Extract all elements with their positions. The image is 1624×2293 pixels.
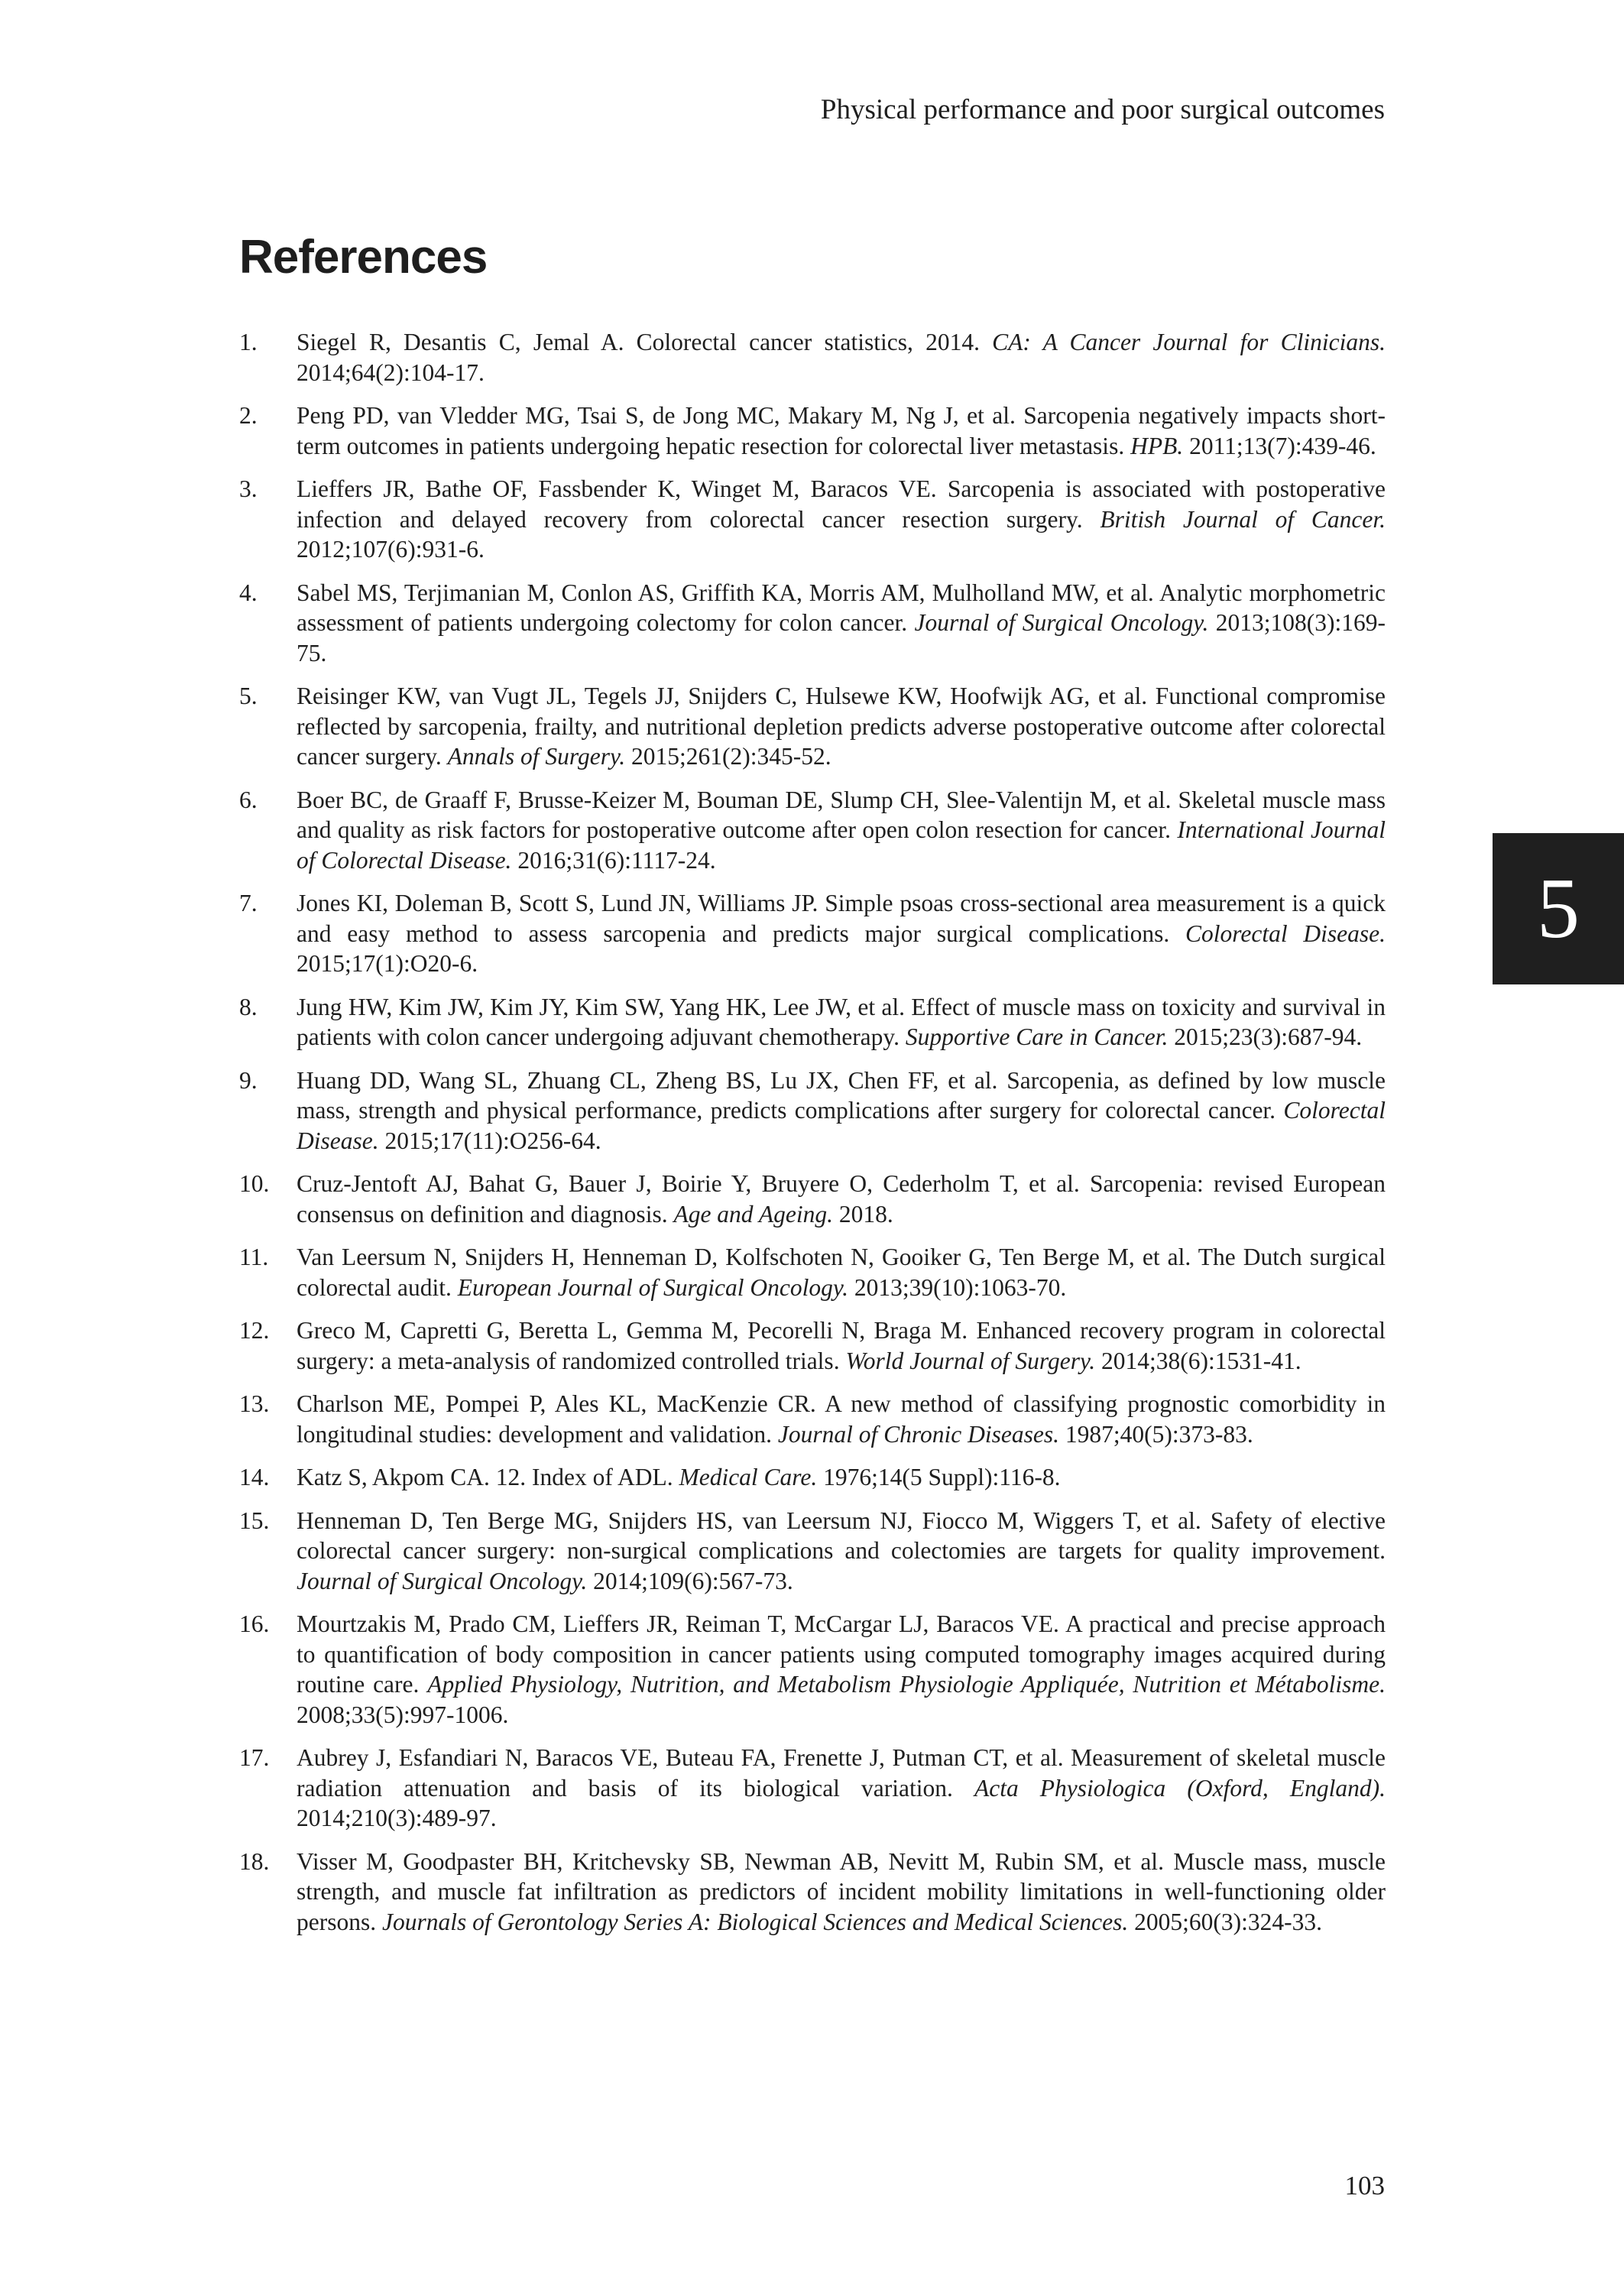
- reference-text: Reisinger KW, van Vugt JL, Tegels JJ, Snijders C, Hulsewe KW, Hoofwijk AG, et al. Functional compromise reflected by sarcopenia, frailty, and nutritional depletion predicts adverse postoperative outcome after colorectal cancer surgery.: [297, 683, 1386, 770]
- reference-citation: 2005;60(3):324-33.: [1128, 1908, 1322, 1935]
- reference-number: 17.: [239, 1744, 270, 1771]
- reference-journal: Journals of Gerontology Series A: Biological Sciences and Medical Sciences.: [382, 1908, 1129, 1935]
- reference-number: 18.: [239, 1847, 270, 1875]
- reference-text: Huang DD, Wang SL, Zhuang CL, Zheng BS, Lu JX, Chen FF, et al. Sarcopenia, as defined by low muscle mass, strength and physical performance, predicts complications after surgery for colorectal cancer.: [297, 1066, 1386, 1124]
- reference-text: Henneman D, Ten Berge MG, Snijders HS, van Leersum NJ, Fiocco M, Wiggers T, et al. Safety of elective colorectal cancer surgery: non-surgical complications and colectomies are targets for quality improvement.: [297, 1507, 1386, 1564]
- reference-text: Jung HW, Kim JW, Kim JY, Kim SW, Yang HK, Lee JW, et al. Effect of muscle mass on toxicity and survival in patients with colon cancer undergoing adjuvant chemotherapy.: [297, 993, 1386, 1050]
- reference-item: [239, 785, 1386, 876]
- reference-number: 8.: [239, 993, 258, 1020]
- reference-journal: World Journal of Surgery.: [845, 1347, 1096, 1374]
- reference-journal: Journal of Surgical Oncology.: [297, 1567, 588, 1594]
- reference-item: [239, 888, 1386, 979]
- running-header: Physical performance and poor surgical outcomes: [820, 94, 1385, 125]
- page-number: 103: [1344, 2171, 1385, 2201]
- reference-citation: 2013;108(3):169-75.: [297, 609, 1386, 666]
- reference-text: Aubrey J, Esfandiari N, Baracos VE, Buteau FA, Frenette J, Putman CT, et al. Measurement of skeletal muscle radiation attenuation and basis of its biological variation.: [297, 1744, 1386, 1802]
- reference-citation: 2015;261(2):345-52.: [625, 743, 831, 770]
- reference-item: [239, 401, 1386, 461]
- reference-item: [239, 1462, 1386, 1493]
- reference-number: 16.: [239, 1610, 270, 1637]
- reference-text: Mourtzakis M, Prado CM, Lieffers JR, Reiman T, McCargar LJ, Baracos VE. A practical and precise approach to quantification of body composition in cancer patients using computed tomography images acquired during routine care.: [297, 1610, 1386, 1698]
- reference-number: 10.: [239, 1170, 270, 1197]
- reference-item: [239, 992, 1386, 1052]
- reference-text: Charlson ME, Pompei P, Ales KL, MacKenzie CR. A new method of classifying prognostic comorbidity in longitudinal studies: development and validation.: [297, 1390, 1386, 1448]
- reference-item: [239, 1065, 1386, 1156]
- reference-text: Jones KI, Doleman B, Scott S, Lund JN, Williams JP. Simple psoas cross-sectional area measurement is a quick and easy method to assess sarcopenia and predicts major surgical complications.: [297, 890, 1386, 947]
- reference-text: Greco M, Capretti G, Beretta L, Gemma M, Pecorelli N, Braga M. Enhanced recovery program in colorectal surgery: a meta-analysis of randomized controlled trials.: [297, 1317, 1386, 1374]
- reference-journal: European Journal of Surgical Oncology.: [457, 1273, 849, 1301]
- reference-item: [239, 578, 1386, 669]
- reference-citation: 2016;31(6):1117-24.: [511, 846, 716, 874]
- reference-citation: 2018.: [832, 1200, 893, 1228]
- reference-journal: Age and Ageing.: [673, 1200, 833, 1228]
- reference-text: Cruz-Jentoft AJ, Bahat G, Bauer J, Boirie Y, Bruyere O, Cederholm T, et al. Sarcopenia: revised European consensus on definition and diagnosis.: [297, 1170, 1386, 1228]
- reference-item: [239, 1506, 1386, 1597]
- reference-citation: 2008;33(5):997-1006.: [297, 1701, 509, 1728]
- reference-text: Lieffers JR, Bathe OF, Fassbender K, Winget M, Baracos VE. Sarcopenia is associated with postoperative infection and delayed recovery from colorectal cancer resection surgery.: [297, 475, 1386, 533]
- reference-number: 3.: [239, 475, 258, 502]
- reference-item: [239, 1242, 1386, 1302]
- reference-item: [239, 1389, 1386, 1449]
- reference-number: 9.: [239, 1066, 258, 1094]
- reference-item: [239, 1315, 1386, 1376]
- reference-citation: 2012;107(6):931-6.: [297, 536, 485, 563]
- reference-citation: 1976;14(5 Suppl):116-8.: [817, 1464, 1061, 1490]
- section-heading: References: [239, 231, 488, 284]
- reference-text: Visser M, Goodpaster BH, Kritchevsky SB, Newman AB, Nevitt M, Rubin SM, et al. Muscle mass, muscle strength, and muscle fat infiltration as predictors of incident mobility limitations in well-functioning older persons.: [297, 1847, 1386, 1935]
- reference-text: Boer BC, de Graaff F, Brusse-Keizer M, Bouman DE, Slump CH, Slee-Valentijn M, et al. Skeletal muscle mass and quality as risk factors for postoperative outcome after open colon resection for cancer.: [297, 786, 1386, 843]
- reference-journal: HPB.: [1130, 432, 1184, 459]
- reference-text: Van Leersum N, Snijders H, Henneman D, Kolfschoten N, Gooiker G, Ten Berge M, et al. The Dutch surgical colorectal audit.: [297, 1244, 1386, 1301]
- reference-number: 5.: [239, 683, 258, 709]
- reference-journal: Annals of Surgery.: [447, 743, 626, 770]
- reference-journal: Journal of Chronic Diseases.: [777, 1420, 1059, 1448]
- reference-number: 6.: [239, 786, 258, 813]
- reference-item: [239, 1847, 1386, 1938]
- reference-number: 13.: [239, 1390, 270, 1417]
- reference-number: 11.: [239, 1244, 269, 1270]
- reference-citation: 2015;17(11):O256-64.: [378, 1127, 601, 1154]
- chapter-tab: [1493, 833, 1624, 984]
- reference-journal: Journal of Surgical Oncology.: [914, 609, 1209, 636]
- reference-item: [239, 474, 1386, 565]
- reference-citation: 2011;13(7):439-46.: [1183, 432, 1376, 459]
- chapter-number: 5: [1537, 861, 1580, 956]
- reference-text: Katz S, Akpom CA. 12. Index of ADL.: [297, 1464, 679, 1490]
- reference-journal: International Journal of Colorectal Disease.: [297, 816, 1386, 874]
- reference-citation: 1987;40(5):373-83.: [1058, 1420, 1253, 1448]
- reference-item: [239, 1169, 1386, 1229]
- reference-journal: Acta Physiologica (Oxford, England).: [974, 1774, 1386, 1802]
- reference-journal: Colorectal Disease.: [1185, 919, 1386, 947]
- reference-journal: British Journal of Cancer.: [1100, 505, 1386, 533]
- reference-citation: 2013;39(10):1063-70.: [848, 1273, 1067, 1301]
- reference-number: 14.: [239, 1464, 270, 1490]
- reference-journal: Supportive Care in Cancer.: [905, 1023, 1169, 1050]
- reference-journal: Medical Care.: [679, 1464, 818, 1490]
- reference-journal: Applied Physiology, Nutrition, and Metabolism Physiologie Appliquée, Nutrition et Métabolisme.: [427, 1671, 1386, 1698]
- reference-number: 1.: [239, 329, 258, 355]
- reference-text: Siegel R, Desantis C, Jemal A. Colorectal cancer statistics, 2014.: [297, 329, 993, 355]
- reference-item: [239, 327, 1386, 388]
- reference-citation: 2014;38(6):1531-41.: [1095, 1347, 1301, 1374]
- reference-list: [239, 327, 1386, 1950]
- reference-citation: 2014;210(3):489-97.: [297, 1805, 497, 1831]
- reference-text: Peng PD, van Vledder MG, Tsai S, de Jong MC, Makary M, Ng J, et al. Sarcopenia negatively impacts short-term outcomes in patients undergoing hepatic resection for colorectal liver metastasis.: [297, 402, 1386, 459]
- reference-number: 15.: [239, 1507, 270, 1534]
- reference-number: 7.: [239, 890, 258, 916]
- reference-number: 2.: [239, 402, 258, 429]
- reference-citation: 2014;109(6):567-73.: [587, 1567, 793, 1594]
- reference-text: Sabel MS, Terjimanian M, Conlon AS, Griffith KA, Morris AM, Mulholland MW, et al. Analytic morphometric assessment of patients undergoing colectomy for colon cancer.: [297, 579, 1386, 636]
- reference-number: 4.: [239, 579, 258, 606]
- reference-item: [239, 1743, 1386, 1834]
- reference-item: [239, 681, 1386, 772]
- reference-journal: Colorectal Disease.: [297, 1097, 1386, 1154]
- reference-number: 12.: [239, 1317, 270, 1344]
- reference-citation: 2015;23(3):687-94.: [1168, 1023, 1363, 1050]
- reference-item: [239, 1609, 1386, 1730]
- reference-citation: 2014;64(2):104-17.: [297, 358, 485, 386]
- reference-journal: CA: A Cancer Journal for Clinicians.: [992, 329, 1386, 355]
- reference-citation: 2015;17(1):O20-6.: [297, 950, 478, 977]
